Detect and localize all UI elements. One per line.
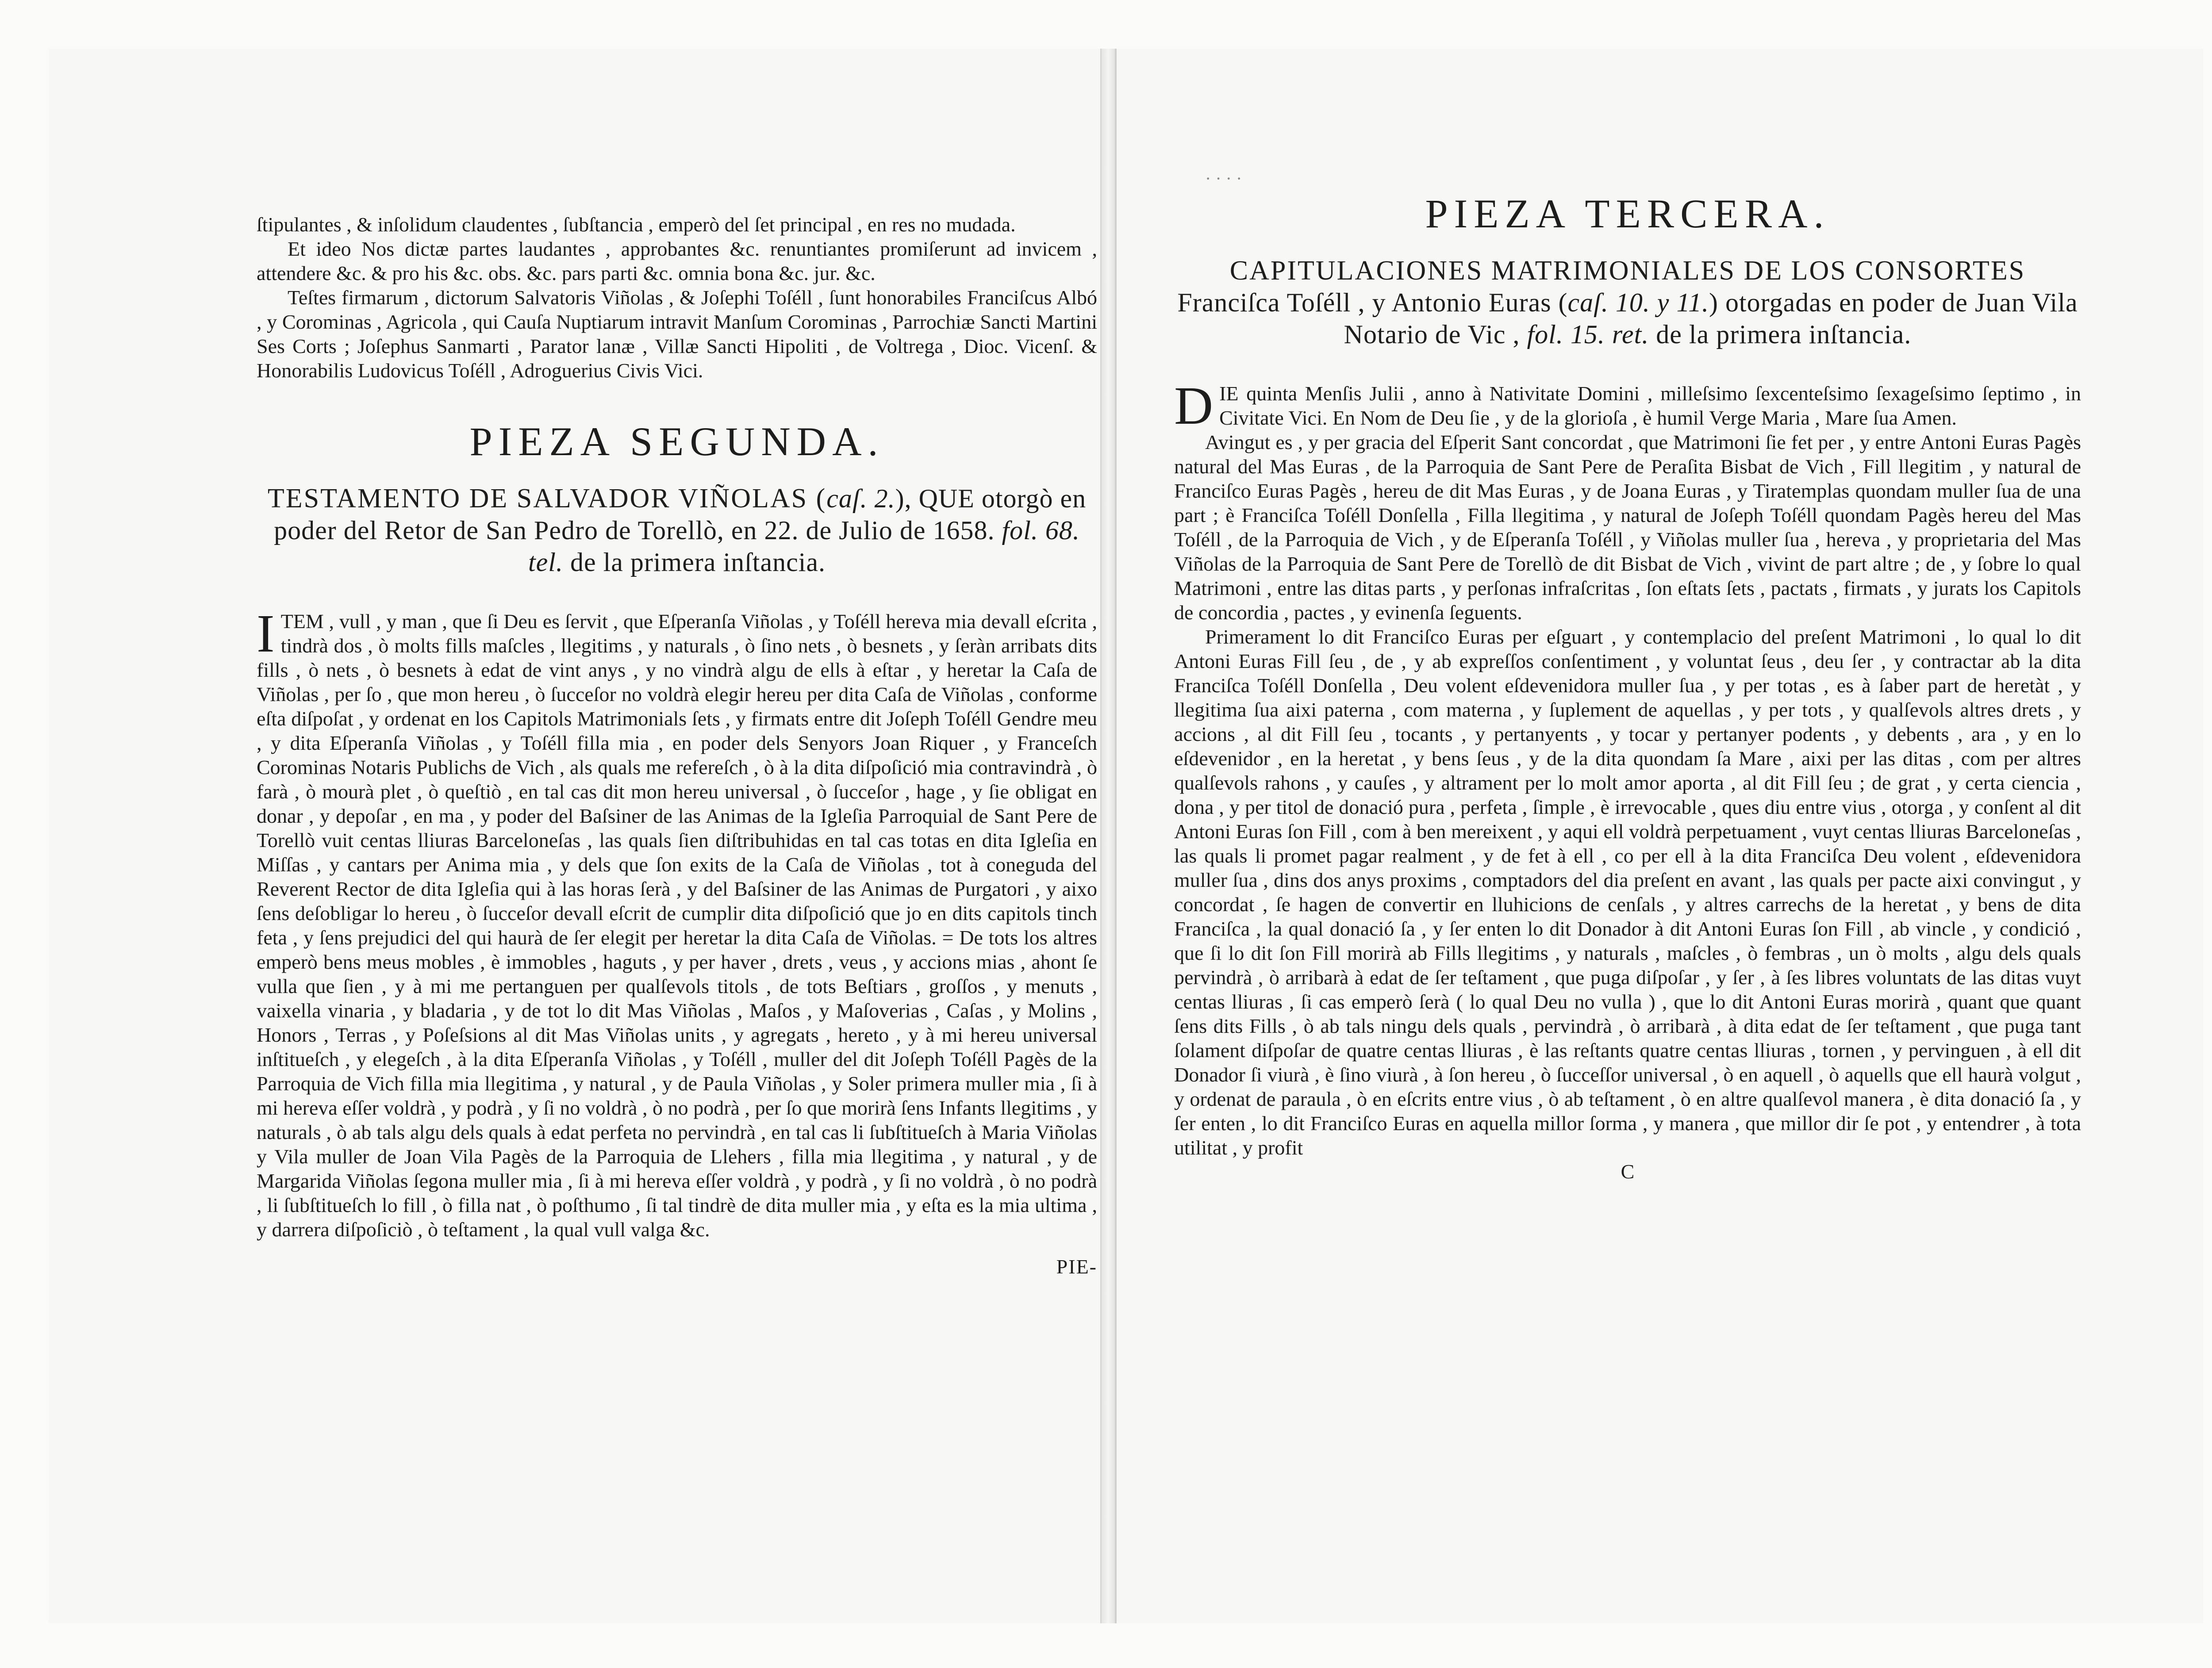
testament-text: TEM , vull , y man , que ſi Deu es ſervit , que Eſperanſa Viñolas , y Toſéll hereva mia devall eſcrita , tindrà dos , ò molts fills maſcles , llegitims , y naturals , ò ſino nets , ò besnets , y ſeràn arribats dits fills , ò nets , ò besnets à edat de vint anys , y no vindrà algu de ells à eſtar , y heretar la Caſa de Viñolas , per ſo , que mon hereu , ò ſucceſor no voldrà elegir hereu per dita Caſa de Viñolas , conforme eſta diſpoſat , y ordenat en los Capitols Matrimonials ſets , y firmats entre dit Joſeph Toſéll Gendre meu , y dita Eſperanſa Viñolas , y Toſéll filla mia , en poder dels Senyors Joan Riquer , y Franceſch Corominas Notaris Publichs de Vich , als quals me refereſch , ò à la dita diſpoſició mia contravindrà , ò farà , ò mourà plet , ò queſtiò , en tal cas dit mon hereu universal , ò ſucceſor , hage , y ſie obligat en donar , y depoſar , en ma , y poder del Baſsiner de las Animas de la Igleſia Parroquial de Sant Pere de Torellò vuit centas lliuras Barceloneſas , las quals ſien diſtribuhidas en tal cas totas en dita Igleſia en Miſſas , y cantars per Anima mia , y dels que ſon exits de la Caſa de Viñolas , tot à coneguda del Reverent Rector de dita Igleſia qui à las horas ſerà , y del Baſsiner de las Animas de Purgatori , y aixo ſens deſobligar lo hereu , ò ſucceſor devall eſcrit de cumplir dita diſpoſició que jo en dits capitols tinch feta , y ſens prejudici del qui haurà de ſer elegit per heretar la dita Caſa de Viñolas. = De tots los altres emperò bens meus mobles , è immobles , haguts , y per haver , drets , veus , y accions mias , ahont ſe vulla que ſien , y à mi me pertanguen per qualſevols titols , de tots Beſtiars , groſſos , y menuts , vaixella vinaria , y bladaria , y de tot lo dit Mas Viñolas , Maſos , y Maſoverias , Caſas , y Molins , Honors , Terras , y Poſeſsions al dit Mas Viñolas units , y agregats , hereto , y à mi hereu universal inſtitueſch , y elegeſch , à la dita Eſperanſa Viñolas , y Toſéll , muller del dit Joſeph Toſéll Pagès de la Parroquia de Vich filla mia llegitima , y natural , y de Paula Viñolas , y Soler primera muller mia , ſi à mi hereva eſſer voldrà , y podrà , y ſi no voldrà , ò no podrà , per ſo que morirà ſens Infants llegitims , y naturals , ò ab tals algu dels quals à edat perfeta no pervindrà , en tal cas li ſubſtitueſch à Maria Viñolas y Vila muller de Joan Vila Pagès de la Parroquia de Llehers , filla mia llegitima , y natural , y de Margarida Viñolas ſegona muller mia , ſi à mi hereva eſſer voldrà , y podrà , y ſi no voldrà , ò no podrà , li ſubſtitueſch lo fill , ò filla nat , ò poſthumo , ſi tal tindrè de dita muller mia , y eſta es la mia ultima , y darrera diſpoſiciò , ò teſtament , la qual vull valga &c. [257, 610, 1097, 1241]
book-gutter [1102, 49, 1115, 1623]
left-page-content [257, 212, 1097, 1278]
section-title-pieza-tercera: PIEZA TERCERA. [1425, 191, 1830, 236]
section-subtitle-testamento [257, 483, 1097, 578]
subtitle-ref-caso: caſ. 2. [826, 484, 895, 513]
intro-paragraph: IE quinta Menſis Julii , anno à Nativitate Domini , milleſsimo ſexcenteſsimo ſexageſsimo ſeptimo , in Civitate Vici. En Nom de Deu ſie , y de la glorioſa , è humil Verge Maria , Mare ſua Amen. [1219, 382, 2081, 429]
section-subtitle-capitulaciones [1174, 255, 2081, 350]
body-paragraph-1: Avingut es , y per gracia del Eſperit Sant concordat , que Matrimoni ſie fet per , y entre Antoni Euras Pagès natural del Mas Euras , de la Parroquia de Sant Pere de Peraſita Bisbat de Vich , Fill llegitim , y natural de Franciſco Euras Pagès , hereu de dit Mas Euras , y de Joana Euras , y Tiratemplas quondam muller ſua de una part ; è Franciſca Toſéll Donſella , Filla llegitima , y natural de Joſeph Toſéll quondam Pagès hereu del Mas Toſéll , de la Parroquia de Vich , y de Eſperanſa Toſéll , y Viñolas muller ſua , hereva , y proprietaria del Mas Viñolas de la Parroquia de Sant Pere de Torellò de dit Bisbat de Vich , vivint de part altre ; de , y ſobre lo qual Matrimoni , entre las ditas parts , y perſonas infraſcritas , ſon eſtats ſets , pactats , firmats , y jurats los Capitols de concordia , pactes , y evinenſa ſeguents. [1174, 431, 2081, 624]
subtitle-first: CAPITULACIONES MATRIMONIALES DE LOS CONSORTES [1229, 256, 2026, 286]
subtitle-ref-folio: fol. 15. ret. [1527, 320, 1649, 349]
subtitle-part-c: de la primera inſtancia. [1656, 320, 1912, 349]
subtitle-ref-folio: fol. 68. tel. [528, 516, 1080, 577]
subtitle-ref-caso: caſ. 10. y 11. [1567, 288, 1709, 317]
catchword: PIE- [1056, 1255, 1097, 1278]
section-title-pieza-segunda: PIEZA SEGUNDA. [469, 419, 884, 464]
testament-body [257, 604, 1097, 1242]
subtitle-end: de la primera inſtancia. [570, 548, 826, 577]
subtitle-part-a: Franciſca Toſéll , y Antonio Euras ( [1177, 288, 1568, 317]
left-top-paragraph-2: Et ideo Nos dictæ partes laudantes , approbantes &c. renuntiantes promiſerunt ad invicem , attendere &c. & pro his &c. obs. &c. pars parti &c. omnia bona &c. jur. &c. [257, 238, 1097, 284]
subtitle-first: TESTAMENTO DE SALVADOR VIÑOLAS ( [267, 483, 827, 514]
body-paragraph-2: Primerament lo dit Franciſco Euras per eſguart , y contemplacio del preſent Matrimoni , lo qual lo dit Antoni Euras Fill ſeu , de , y ab expreſſos conſentiment , y voluntat ſeus , deu ſer , y contractar ab la dita Franciſca Toſéll Donſella , Deu volent eſdevenidora muller ſua , y per totas , es à ſaber part de heretàt , y llegitima ſua aixi paterna , com materna , y ſuplement de aquellas , y per tots , y qualſevols altres drets , y accions , al dit Fill ſeu , tocants , y pertanyents , y tocar y pertanyer podents , y debents , ara , y en lo eſdevenidor , en la heretat , y bens ſeus , y de la dita quondam ſa Mare , aixi per las ditas , com per altres qualſevols rahons , y cauſes , y altrament per lo molt amor aporta , al dit Fill ſeu ; de grat , y certa ciencia , dona , y per titol de donació pura , perfeta , ſimple , è irrevocable , ques diu entre vius , otorga , y conſent al dit Antoni Euras ſon Fill , com à ben mereixent , y aqui ell voldrà perpetuament , vuyt centas lliuras Barceloneſas , las quals li promet pagar realment , y de fet à ell , co per ell à la dita Franciſca Deu volent , eſdevenidora muller ſua , dins dos anys proxims , comptadors del dia preſent en avant , las quals per pacte aixi convingut , y concordat , ſe hagen de convertir en lluhicions de cenſals , y altres carrechs de la heretat , y bens de dita Franciſca , la qual donació ſa , y ſer enten lo dit Donador à dit Antoni Euras ſon Fill , ab vincle , y condició , que ſi lo dit ſon Fill morirà ab Fills llegitims , y naturals , maſcles , ò fembras , un ò molts , algu dels quals pervindrà , ò arribarà à edat de ſer teſtament , que puga diſpoſar , y ſer , à ſes libres voluntats de las ditas vuyt centas lliuras , ſi cas emperò ſerà ( lo qual Deu no vulla ) , que lo dit Antoni Euras morirà , quant que quant ſens dits Fills , ò ab tals ningu dels quals , pervindrà , ò arribarà , à dita edat de ſer teſtament , que puga tant ſolament diſpoſar de quatre centas lliuras , è las reſtants quatre centas lliuras , tornen , y pervinguen , à ell dit Donador ſi viurà , è ſino viurà , à ſon hereu , ò ſucceſſor universal , ò en aquell , ò aquells que ell haurà volgut , y ordenat de paraula , ò en eſcrits entre vius , ò ab teſtament , ò en altre qualſevol manera , è dita donació ſa , y ſer enten , lo dit Franciſco Euras en aquella millor ſorma , y manera , que millor dir ſe pot , y entendrer , à tota utilitat , y profit [1174, 625, 2081, 1159]
drop-cap-initial: I [257, 604, 275, 663]
right-page [1115, 49, 2203, 1623]
left-top-paragraph-3: Teſtes firmarum , dictorum Salvatoris Viñolas , & Joſephi Toſéll , ſunt honorabiles Franciſcus Albó , y Corominas , Agricola , qui Cauſa Nuptiarum intravit Manſum Corominas , Parrochiæ Sancti Martini Ses Corts ; Joſephus Sanmarti , Parator lanæ , Villæ Sancti Hipoliti , de Voltrega , Dioc. Vicenſ. & Honorabilis Ludovicus Toſéll , Adroguerius Civis Vici. [257, 286, 1097, 382]
signature-mark: C [1621, 1160, 1635, 1183]
capitulaciones-body [1174, 376, 2081, 1160]
stray-ink-marks: · · · · [1205, 169, 1242, 188]
subtitle-part-b: ) otorgadas en poder de Juan Vila Notario de Vic , [1344, 288, 2078, 349]
left-page [49, 49, 1102, 1623]
right-page-content [1174, 190, 2081, 1183]
left-top-paragraph-1: ſtipulantes , & inſolidum claudentes , ſubſtancia , emperò del ſet principal , en res no mudada. [257, 213, 1016, 236]
subtitle-mid: ), QUE otorgò en poder del Retor de San Pedro de Torellò, en 22. de Julio de 1658. [274, 484, 1087, 545]
drop-cap-initial: D [1174, 376, 1214, 436]
